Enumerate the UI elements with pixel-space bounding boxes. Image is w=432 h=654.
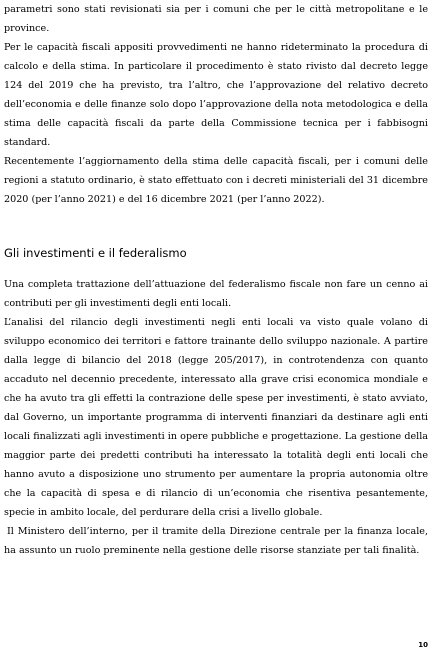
section-heading: Gli investimenti e il federalismo bbox=[4, 246, 187, 260]
paragraph: L’analisi del rilancio degli investimenti negli enti locali va visto quale volano di sviluppo economico dei territori e fattore trainante dello sviluppo nazionale. A partire dalla legge di bilancio del 2018 (legge 205/2017), in controtendenza con quanto accaduto nel decennio precedente, interessato alla grave crisi economica mondiale e che ha avuto tra gli effetti la contrazione delle spese per investimenti, è stato avviato, dal Governo, un importante programma di interventi finanziari da destinare agli enti locali finalizzati agli investimenti in opere pubbliche e progettazione. La gestione della maggior parte dei predetti contributi ha interessato la totalità degli enti locali che hanno avuto a disposizione uno strumento per aumentare la propria autonomia oltre che la capacità di spesa e di rilancio di un’economia che risentiva pesantemente, specie in ambito locale, del perdurare della crisi a livello globale. bbox=[4, 317, 428, 518]
paragraph: Il Ministero dell’interno, per il tramite della Direzione centrale per la finanza locale, ha assunto un ruolo preminente nella gestione delle risorse stanziate per tali finalità. bbox=[4, 526, 428, 556]
text-block-bottom bbox=[4, 275, 428, 560]
paragraph: Per le capacità fiscali appositi provvedimenti ne hanno rideterminato la procedura di calcolo e della stima. In particolare il procedimento è stato rivisto dal decreto legge 124 del 2019 che ha previsto, tra l’altro, che l’approvazione del relativo decreto dell’economia e delle finanze solo dopo l’approvazione della nota metodologica e della stima delle capacità fiscali da parte della Commissione tecnica per i fabbisogni standard. bbox=[4, 42, 428, 148]
page-number: 10 bbox=[418, 641, 428, 649]
paragraph: Recentemente l’aggiornamento della stima delle capacità fiscali, per i comuni delle regioni a statuto ordinario, è stato effettuato con i decreti ministeriali del 31 dicembre 2020 (per l’anno 2021) e del 16 dicembre 2021 (per l’anno 2022). bbox=[4, 156, 428, 205]
paragraph: parametri sono stati revisionati sia per i comuni che per le città metropolitane e le province. bbox=[4, 4, 428, 34]
text-block-top bbox=[4, 0, 428, 209]
paragraph: Una completa trattazione dell’attuazione del federalismo fiscale non fare un cenno ai contributi per gli investimenti degli enti locali. bbox=[4, 279, 428, 309]
